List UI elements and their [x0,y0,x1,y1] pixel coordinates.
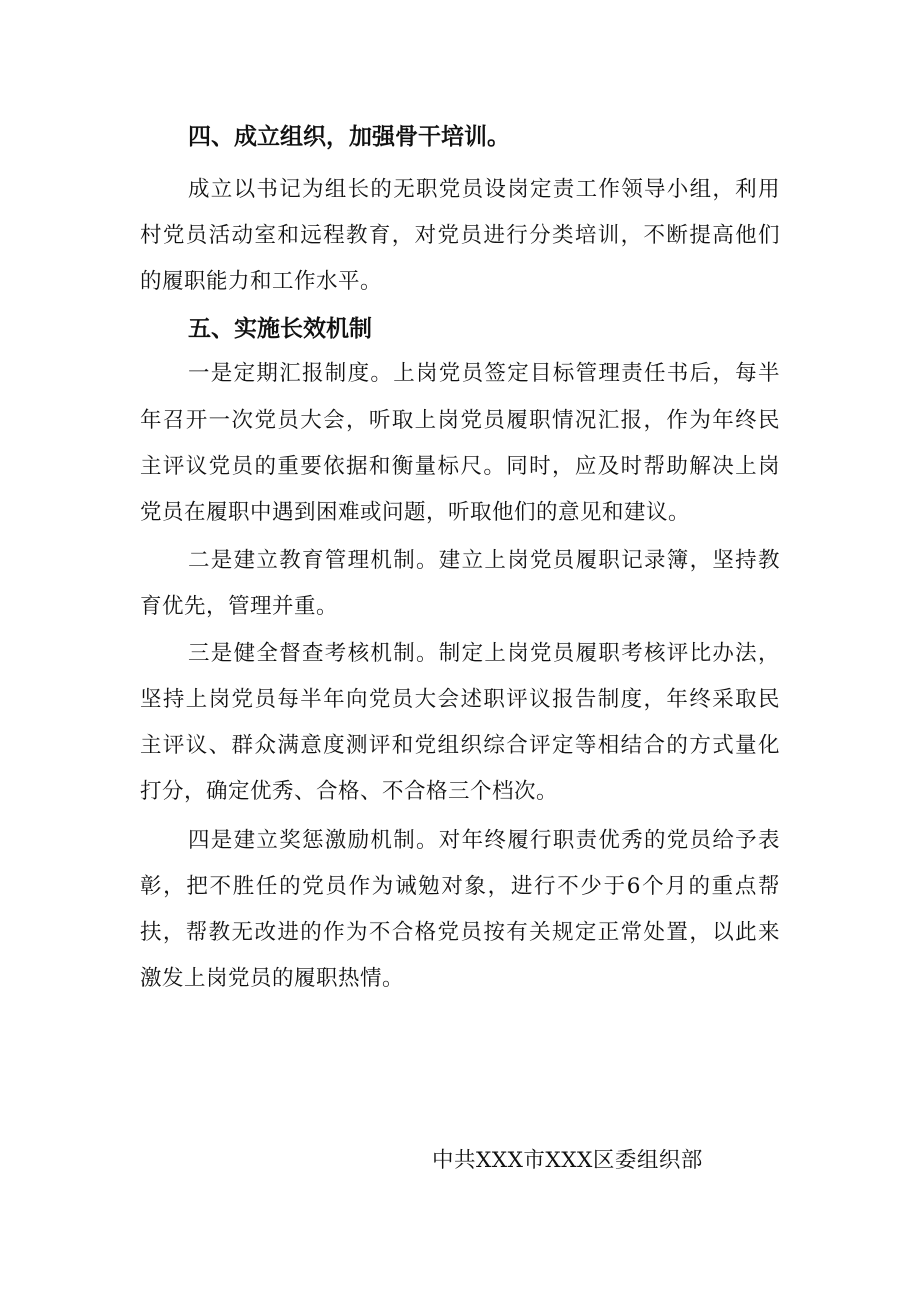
p2-line-2: 育优先，管理并重。 [140,594,339,619]
p4-line-2: 彰，把不胜任的党员作为诫勉对象，进行不少于6个月的重点帮 [140,874,780,899]
signature: 中共XXX市XXX区委组织部 [432,1148,703,1173]
p1-line-4: 党员在履职中遇到困难或问题，听取他们的意见和建议。 [140,500,691,525]
section4-line-3: 的履职能力和工作水平。 [140,269,383,294]
p4-line-1: 四是建立奖惩激励机制。对年终履行职责优秀的党员给予表 [188,828,780,853]
p1-line-3: 主评议党员的重要依据和衡量标尺。同时，应及时帮助解决上岗 [140,454,780,479]
p1-line-1: 一是定期汇报制度。上岗党员签定目标管理责任书后，每半 [188,361,780,386]
p4-line-3: 扶，帮教无改进的作为不合格党员按有关规定正常处置，以此来 [140,920,780,945]
section-heading-4: 四、成立组织，加强骨干培训。 [188,124,510,150]
p3-line-3: 主评议、群众满意度测评和党组织综合评定等相结合的方式量化 [140,733,780,758]
p3-line-2: 坚持上岗党员每半年向党员大会述职评议报告制度，年终采取民 [140,687,780,712]
p3-line-4: 打分，确定优秀、合格、不合格三个档次。 [140,779,559,804]
p1-line-2: 年召开一次党员大会，听取上岗党员履职情况汇报，作为年终民 [140,408,780,433]
section-heading-5: 五、实施长效机制 [188,316,372,342]
section4-line-1: 成立以书记为组长的无职党员设岗定责工作领导小组，利用 [188,177,780,202]
p4-line-4: 激发上岗党员的履职热情。 [140,966,405,991]
p2-line-1: 二是建立教育管理机制。建立上岗党员履职记录簿，坚持教 [188,548,780,573]
section4-line-2: 村党员活动室和远程教育，对党员进行分类培训，不断提高他们 [140,223,780,248]
p3-line-1: 三是健全督查考核机制。制定上岗党员履职考核评比办法， [188,641,780,666]
